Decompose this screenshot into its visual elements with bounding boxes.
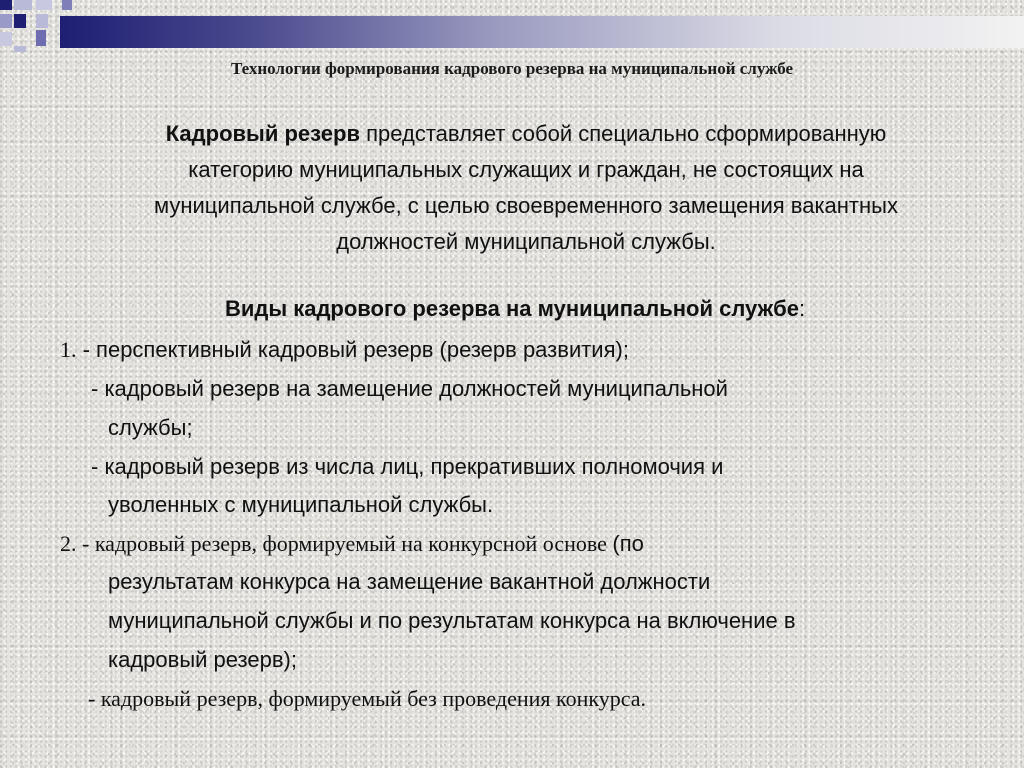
item-lead: 2. - кадровый резерв, формируемый на конкурсной основе xyxy=(60,531,613,556)
decor-square xyxy=(0,0,12,10)
header-decoration xyxy=(0,0,1024,52)
decor-square xyxy=(36,0,52,10)
list-item: - кадровый резерв из числа лиц, прекративших полномочия и xyxy=(91,454,724,479)
kinds-heading-colon: : xyxy=(798,296,806,321)
decor-square xyxy=(14,46,26,52)
decor-square xyxy=(36,30,46,46)
decor-square xyxy=(14,0,32,10)
decor-square xyxy=(62,0,72,10)
decor-square xyxy=(0,32,12,46)
definition-term: Кадровый резерв xyxy=(165,121,360,146)
definition-text: представляет собой специально сформированную категорию муниципальных служащих и граждан, не состоящих на муниципальной службе, с целью своевременного замещения вакантных должностей муниципальной службы. xyxy=(154,121,898,254)
list-item: - кадровый резерв, формируемый без проведения конкурса. xyxy=(88,686,647,711)
decor-square xyxy=(14,14,26,28)
list-item-continuation: кадровый резерв); xyxy=(108,647,297,672)
decor-square xyxy=(0,14,12,28)
item-text: (по xyxy=(612,531,644,556)
kinds-heading-text: Виды кадрового резерва на муниципальной службе xyxy=(224,296,799,321)
list-item: - кадровый резерв на замещение должностей муниципальной xyxy=(91,376,728,401)
list-item-continuation: результатам конкурса на замещение вакантной должности xyxy=(108,569,711,594)
list-item xyxy=(60,531,644,557)
list-item xyxy=(60,337,629,363)
decor-square xyxy=(36,14,48,28)
definition-paragraph xyxy=(126,116,926,260)
list-item-continuation: службы; xyxy=(108,415,193,440)
slide-title: Технологии формирования кадрового резерва на муниципальной службе xyxy=(230,59,794,78)
list-item-continuation: уволенных с муниципальной службы. xyxy=(108,492,494,517)
decor-bar xyxy=(60,16,1024,48)
item-number: 1. xyxy=(60,337,77,362)
kinds-heading xyxy=(0,296,1024,322)
list-item-continuation: муниципальной службы и по результатам конкурса на включение в xyxy=(108,608,796,633)
item-text: - перспективный кадровый резерв (резерв развития); xyxy=(76,337,629,362)
